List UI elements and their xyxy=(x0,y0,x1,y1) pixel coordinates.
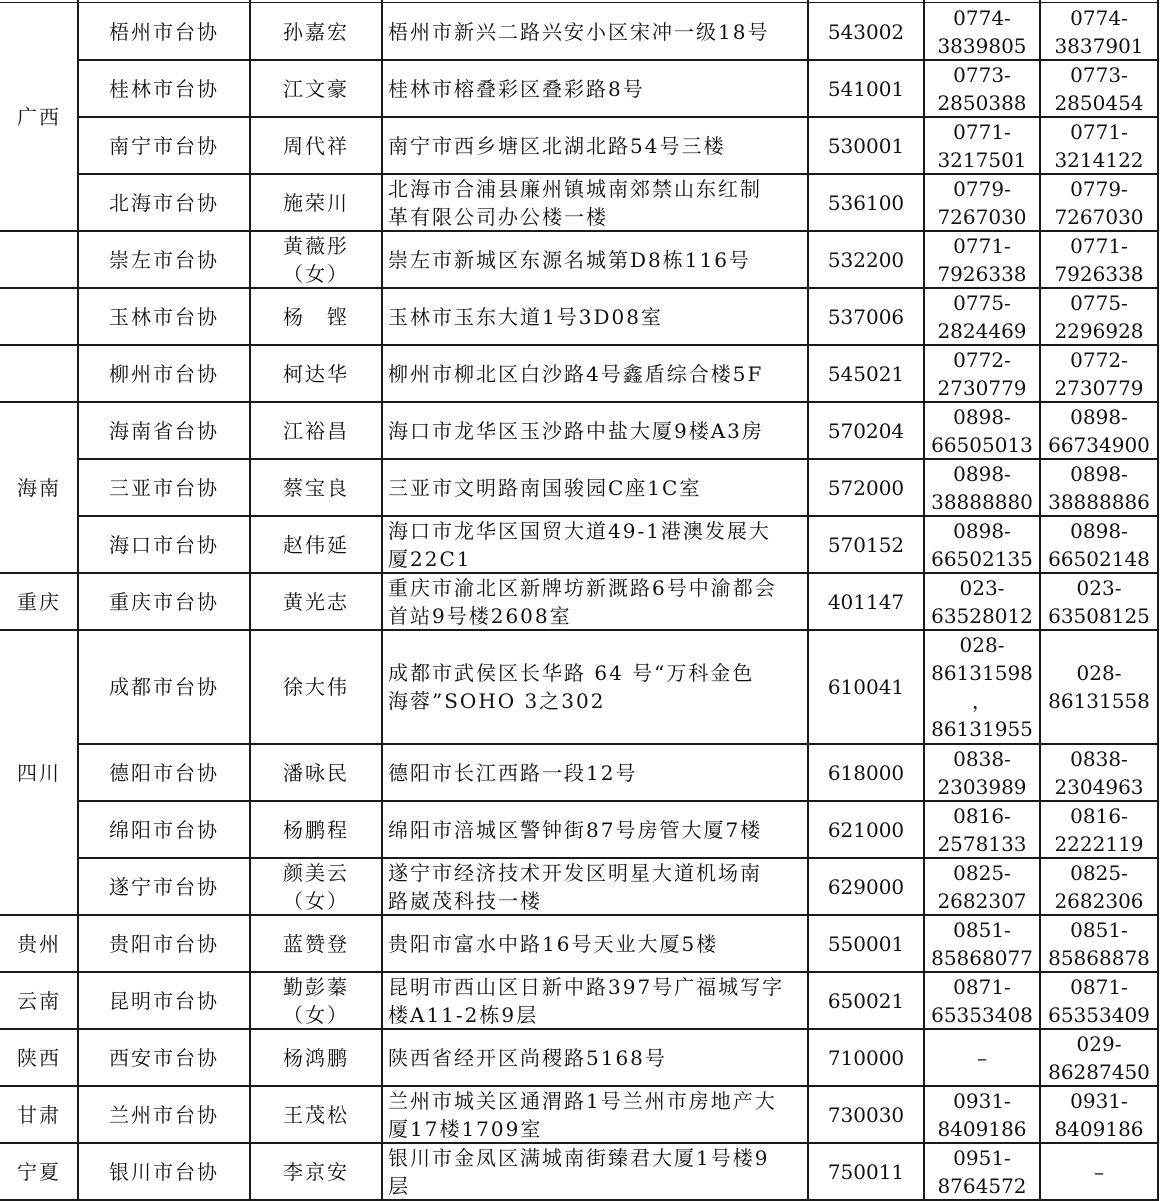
phone-cell: 023- 63528012 xyxy=(931,575,1033,628)
contact-person-cell: 勤彭蓁 （女） xyxy=(283,974,349,1027)
postcode-cell: 610041 xyxy=(827,675,905,699)
org-name-cell: 银川市台协 xyxy=(109,1159,219,1184)
contact-person-cell: 黄光志 xyxy=(283,589,349,614)
contact-person-cell: 孙嘉宏 xyxy=(283,19,349,44)
phone-cell: 0951- 8764572 xyxy=(937,1145,1027,1198)
address-cell: 重庆市渝北区新牌坊新溉路6号中渝都会 首站9号楼2608室 xyxy=(388,575,777,628)
table-gridline xyxy=(78,173,1158,175)
province-cell: 广西 xyxy=(17,105,61,129)
province-cell xyxy=(0,345,78,402)
fax-cell: 028- 86131558 xyxy=(1048,661,1150,713)
fax-cell: 0816- 2222119 xyxy=(1054,803,1144,856)
address-cell: 成都市武侯区长华路 64 号“万科金色 海蓉”SOHO 3之302 xyxy=(388,661,755,713)
phone-cell: 0898- 38888880 xyxy=(931,461,1033,514)
table-gridline xyxy=(923,0,925,1201)
phone-cell: 0816- 2578133 xyxy=(937,803,1027,856)
org-name-cell: 兰州市台协 xyxy=(109,1102,219,1127)
org-name-cell: 三亚市台协 xyxy=(109,475,219,500)
contact-person-cell: 王茂松 xyxy=(283,1102,349,1127)
postcode-cell: 650021 xyxy=(827,988,905,1013)
fax-cell: 0871- 65353409 xyxy=(1048,974,1150,1027)
address-cell: 海口市龙华区玉沙路中盐大厦9楼A3房 xyxy=(388,418,764,443)
table-gridline xyxy=(78,458,1158,460)
org-name-cell: 西安市台协 xyxy=(109,1045,219,1070)
org-name-cell: 南宁市台协 xyxy=(109,133,219,158)
postcode-cell: 730030 xyxy=(827,1102,905,1127)
table-gridline xyxy=(0,914,1158,916)
contact-person-cell: 江文豪 xyxy=(283,76,349,101)
province-cell: 宁夏 xyxy=(17,1159,61,1184)
contact-person-cell: 颜美云 （女） xyxy=(283,860,349,913)
postcode-cell: 572000 xyxy=(827,475,905,500)
postcode-cell: 621000 xyxy=(827,817,905,842)
fax-cell: 0825- 2682306 xyxy=(1054,860,1144,913)
phone-cell: 0898- 66505013 xyxy=(931,404,1033,457)
table-gridline xyxy=(78,515,1158,517)
address-cell: 北海市合浦县廉州镇城南郊禁山东红制 革有限公司办公楼一楼 xyxy=(388,176,762,229)
postcode-cell: 570152 xyxy=(827,532,905,557)
org-name-cell: 梧州市台协 xyxy=(109,19,219,44)
table-gridline xyxy=(0,572,1158,574)
postcode-cell: 570204 xyxy=(827,418,905,443)
phone-cell: 0825- 2682307 xyxy=(937,860,1027,913)
postcode-cell: 537006 xyxy=(827,304,905,329)
table-gridline xyxy=(0,230,1158,232)
fax-cell: 0772- 2730779 xyxy=(1054,347,1144,400)
fax-cell: 0851- 85868878 xyxy=(1048,917,1150,970)
fax-cell: – xyxy=(1094,1159,1104,1184)
postcode-cell: 629000 xyxy=(827,874,905,899)
address-cell: 梧州市新兴二路兴安小区宋冲一级18号 xyxy=(388,19,770,44)
province-cell: 云南 xyxy=(17,988,61,1013)
address-cell: 桂林市榕叠彩区叠彩路8号 xyxy=(388,76,645,101)
province-cell: 陕西 xyxy=(17,1045,61,1070)
fax-cell: 0779- 7267030 xyxy=(1054,176,1144,229)
province-cell xyxy=(0,231,78,288)
address-cell: 南宁市西乡塘区北湖北路54号三楼 xyxy=(388,133,726,158)
phone-cell: 0774- 3839805 xyxy=(937,5,1027,58)
contact-person-cell: 潘咏民 xyxy=(283,760,349,785)
address-cell: 绵阳市涪城区警钟街87号房管大厦7楼 xyxy=(388,817,763,842)
contact-person-cell: 周代祥 xyxy=(283,133,349,158)
org-name-cell: 遂宁市台协 xyxy=(109,874,219,899)
postcode-cell: 541001 xyxy=(827,76,905,101)
table-gridline xyxy=(0,344,1158,346)
contact-person-cell: 杨 铿 xyxy=(283,304,349,329)
province-cell: 重庆 xyxy=(17,589,61,614)
phone-cell: 0772- 2730779 xyxy=(937,347,1027,400)
phone-cell: 0871- 65353408 xyxy=(931,974,1033,1027)
contact-person-cell: 黄薇彤 （女） xyxy=(283,233,349,286)
postcode-cell: 401147 xyxy=(827,589,905,614)
fax-cell: 0773- 2850454 xyxy=(1054,62,1144,115)
province-cell: 贵州 xyxy=(17,931,61,956)
province-cell: 四川 xyxy=(17,760,61,785)
address-cell: 银川市金凤区满城南街臻君大厦1号楼9 层 xyxy=(388,1145,770,1198)
postcode-cell: 543002 xyxy=(827,19,905,44)
table-gridline xyxy=(78,743,1158,745)
table-gridline xyxy=(1157,0,1159,1201)
table-gridline xyxy=(77,0,79,1201)
phone-cell: 0779- 7267030 xyxy=(937,176,1027,229)
fax-cell: 029- 86287450 xyxy=(1048,1031,1150,1084)
address-cell: 遂宁市经济技术开发区明星大道机场南 路崴茂科技一楼 xyxy=(388,860,762,913)
table-gridline xyxy=(0,971,1158,973)
fax-cell: 0898- 66734900 xyxy=(1048,404,1150,457)
table-gridline xyxy=(0,1142,1158,1144)
table-gridline xyxy=(0,1028,1158,1030)
fax-cell: 023- 63508125 xyxy=(1048,575,1150,628)
fax-cell: 0931- 8409186 xyxy=(1054,1088,1144,1141)
org-name-cell: 海南省台协 xyxy=(109,418,219,443)
fax-cell: 0771- 7926338 xyxy=(1054,233,1144,286)
province-cell xyxy=(0,288,78,345)
postcode-cell: 710000 xyxy=(827,1045,905,1070)
table-gridline xyxy=(0,401,1158,403)
contact-person-cell: 杨鹏程 xyxy=(283,817,349,842)
address-cell: 崇左市新城区东源名城第D8栋116号 xyxy=(388,247,751,272)
org-name-cell: 德阳市台协 xyxy=(109,760,219,785)
phone-cell: 0773- 2850388 xyxy=(937,62,1027,115)
phone-cell: – xyxy=(977,1045,987,1070)
postcode-cell: 532200 xyxy=(827,247,905,272)
org-name-cell: 贵阳市台协 xyxy=(109,931,219,956)
address-cell: 贵阳市富水中路16号天业大厦5楼 xyxy=(388,931,719,956)
contact-person-cell: 柯达华 xyxy=(283,361,349,386)
table-gridline xyxy=(249,0,251,1201)
contact-person-cell: 江裕昌 xyxy=(283,418,349,443)
table-gridline xyxy=(381,0,383,1201)
table-gridline xyxy=(0,629,1158,631)
phone-cell: 0851- 85868077 xyxy=(931,917,1033,970)
table-gridline xyxy=(78,59,1158,61)
phone-cell: 0771- 3217501 xyxy=(937,119,1027,172)
fax-cell: 0775- 2296928 xyxy=(1054,290,1144,343)
address-cell: 柳州市柳北区白沙路4号鑫盾综合楼5F xyxy=(388,361,764,386)
table-gridline xyxy=(0,287,1158,289)
table-gridline xyxy=(0,2,1158,3)
contact-person-cell: 徐大伟 xyxy=(283,675,349,699)
contact-person-cell: 蓝赞登 xyxy=(283,931,349,956)
address-cell: 玉林市玉东大道1号3D08室 xyxy=(388,304,663,329)
contact-person-cell: 施荣川 xyxy=(283,190,349,215)
org-name-cell: 北海市台协 xyxy=(109,190,219,215)
table-gridline xyxy=(807,0,809,1201)
phone-cell: 0775- 2824469 xyxy=(937,290,1027,343)
address-cell: 德阳市长江西路一段12号 xyxy=(388,760,638,785)
phone-cell: 0838- 2303989 xyxy=(937,746,1027,799)
province-cell: 海南 xyxy=(17,475,61,500)
org-name-cell: 成都市台协 xyxy=(109,675,219,699)
fax-cell: 0774- 3837901 xyxy=(1054,5,1144,58)
table-gridline xyxy=(78,800,1158,802)
postcode-cell: 618000 xyxy=(827,760,905,785)
phone-cell: 0931- 8409186 xyxy=(937,1088,1027,1141)
org-name-cell: 柳州市台协 xyxy=(109,361,219,386)
org-name-cell: 桂林市台协 xyxy=(109,76,219,101)
org-name-cell: 绵阳市台协 xyxy=(109,817,219,842)
postcode-cell: 750011 xyxy=(827,1159,905,1184)
province-cell: 甘肃 xyxy=(17,1102,61,1127)
phone-cell: 028- 86131598 ， 86131955 xyxy=(931,633,1033,741)
postcode-cell: 545021 xyxy=(827,361,905,386)
address-cell: 海口市龙华区国贸大道49-1港澳发展大 厦22C1 xyxy=(388,518,771,571)
fax-cell: 0771- 3214122 xyxy=(1054,119,1144,172)
contact-person-cell: 杨鸿鹏 xyxy=(283,1045,349,1070)
table-gridline xyxy=(1039,0,1041,1201)
table-gridline xyxy=(0,1085,1158,1087)
phone-cell: 0771- 7926338 xyxy=(937,233,1027,286)
org-name-cell: 崇左市台协 xyxy=(109,247,219,272)
address-cell: 昆明市西山区日新中路397号广福城写字 楼A11-2栋9层 xyxy=(388,974,785,1027)
fax-cell: 0898- 66502148 xyxy=(1048,518,1150,571)
address-cell: 陕西省经开区尚稷路5168号 xyxy=(388,1045,667,1070)
fax-cell: 0838- 2304963 xyxy=(1054,746,1144,799)
address-cell: 兰州市城关区通渭路1号兰州市房地产大 厦17楼1709室 xyxy=(388,1088,777,1141)
table-gridline xyxy=(78,116,1158,118)
postcode-cell: 536100 xyxy=(827,190,905,215)
postcode-cell: 530001 xyxy=(827,133,905,158)
org-name-cell: 海口市台协 xyxy=(109,532,219,557)
address-cell: 三亚市文明路南国骏园C座1C室 xyxy=(388,475,702,500)
table-gridline xyxy=(78,857,1158,859)
phone-cell: 0898- 66502135 xyxy=(931,518,1033,571)
fax-cell: 0898- 38888886 xyxy=(1048,461,1150,514)
postcode-cell: 550001 xyxy=(827,931,905,956)
org-name-cell: 昆明市台协 xyxy=(109,988,219,1013)
org-name-cell: 玉林市台协 xyxy=(109,304,219,329)
contact-person-cell: 蔡宝良 xyxy=(283,475,349,500)
org-name-cell: 重庆市台协 xyxy=(109,589,219,614)
contact-person-cell: 李京安 xyxy=(283,1159,349,1184)
contact-person-cell: 赵伟延 xyxy=(283,532,349,557)
